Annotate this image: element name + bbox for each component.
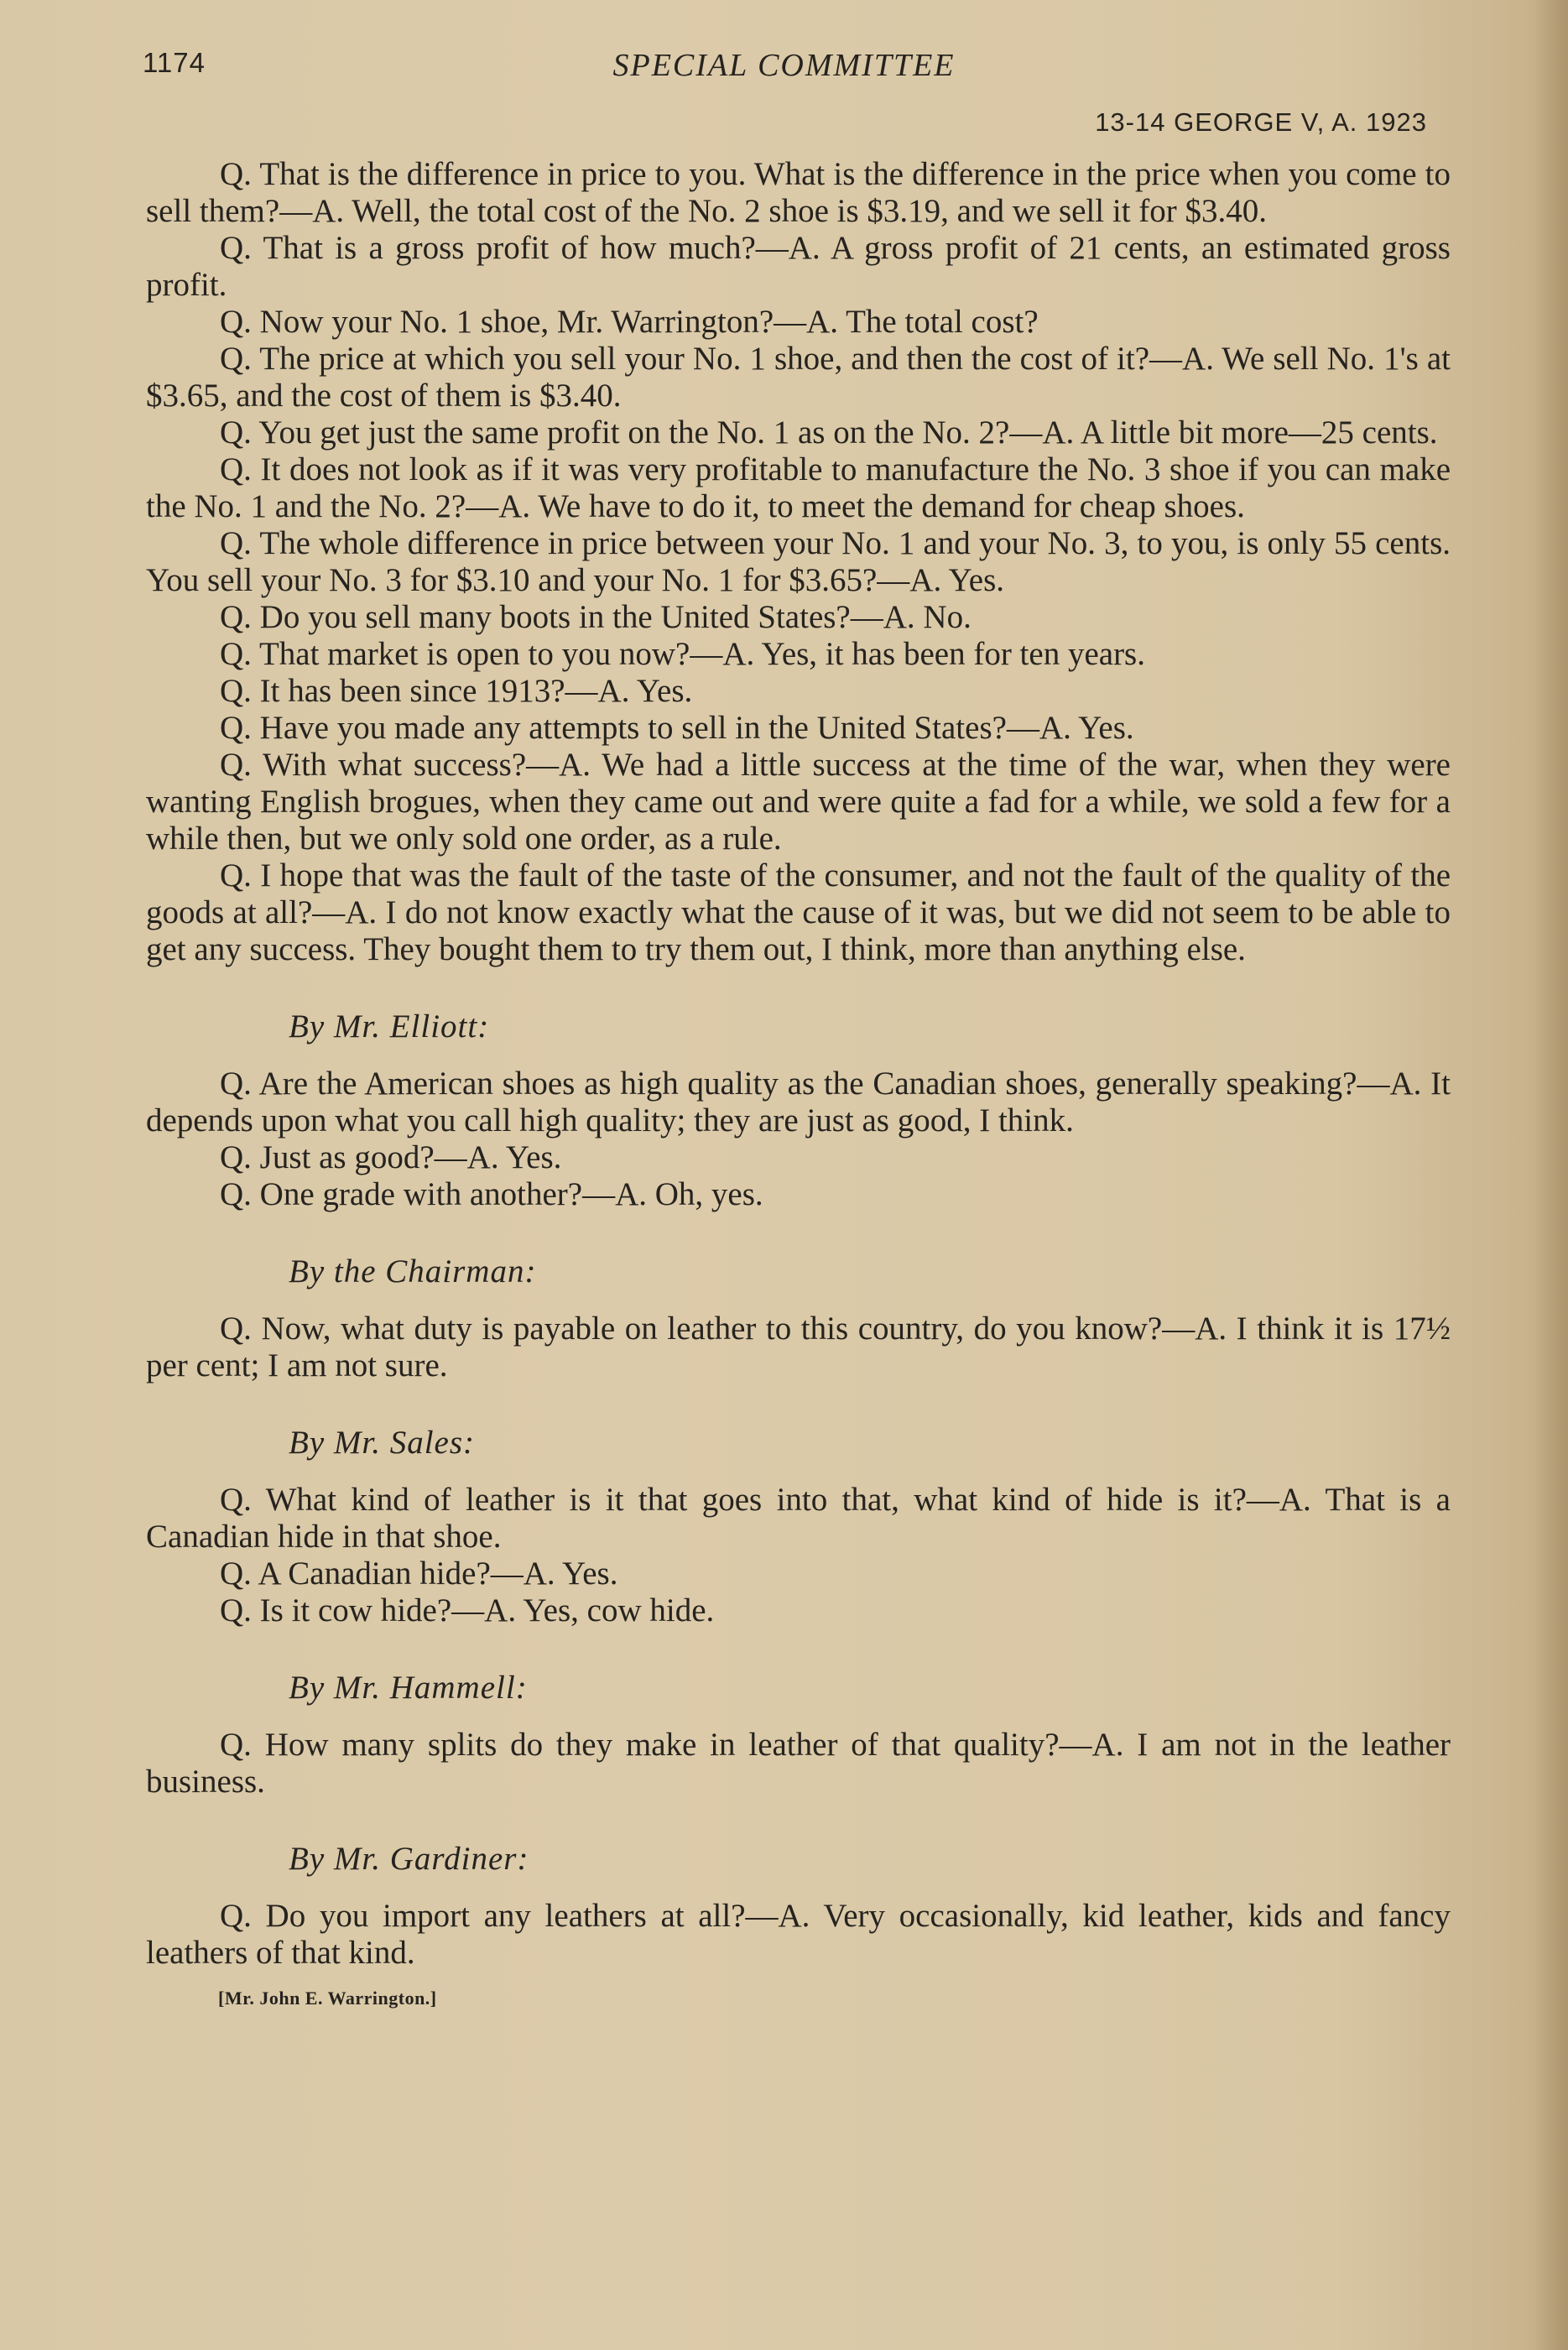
speaker-heading-hammell: By Mr. Hammell: <box>289 1670 528 1706</box>
paragraph: Q. Just as good?—A. Yes. <box>220 1139 562 1175</box>
transcript-body <box>146 156 1451 2017</box>
paragraph: Q. Is it cow hide?—A. Yes, cow hide. <box>220 1592 715 1628</box>
paragraph: Q. Do you sell many boots in the United States?—A. No. <box>220 599 972 635</box>
paragraph: Q. How many splits do they make in leather of that quality?—A. I am not in the leather business. <box>146 1727 1451 1800</box>
paragraph: Q. It does not look as if it was very profitable to manufacture the No. 3 shoe if you can make the No. 1 and the No. 2?—A. We have to do it, to meet the demand for cheap shoes. <box>146 451 1451 524</box>
paragraph: Q. Now your No. 1 shoe, Mr. Warrington?—A. The total cost? <box>220 304 1039 340</box>
paragraph: Q. It has been since 1913?—A. Yes. <box>220 673 693 709</box>
page-edge-shadow <box>1534 0 1568 2350</box>
paragraph: Q. That is the difference in price to you. What is the difference in the price when you come to sell them?—A. Well, the total cost of the No. 2 shoe is $3.19, and we sell it for $3.40. <box>146 156 1451 229</box>
paragraph: Q. Now, what duty is payable on leather to this country, do you know?—A. I think it is 17½ per cent; I am not sure. <box>146 1310 1451 1383</box>
paragraph: Q. What kind of leather is it that goes into that, what kind of hide is it?—A. That is a Canadian hide in that shoe. <box>146 1482 1451 1555</box>
session-line: 13-14 GEORGE V, A. 1923 <box>1095 107 1427 137</box>
page-header <box>0 0 1568 143</box>
running-title: SPECIAL COMMITTEE <box>612 48 956 83</box>
paragraph: Q. You get just the same profit on the No. 1 as on the No. 2?—A. A little bit more—25 cents. <box>220 414 1438 451</box>
speaker-heading-chairman: By the Chairman: <box>289 1253 537 1290</box>
paragraph: Q. Have you made any attempts to sell in the United States?—A. Yes. <box>220 710 1134 746</box>
paragraph: Q. A Canadian hide?—A. Yes. <box>220 1555 618 1592</box>
witness-footnote: [Mr. John E. Warrington.] <box>218 1988 437 2009</box>
paragraph: Q. That market is open to you now?—A. Yes, it has been for ten years. <box>220 636 1145 672</box>
paragraph: Q. One grade with another?—A. Oh, yes. <box>220 1176 763 1212</box>
paragraph: Q. The price at which you sell your No. 1 shoe, and then the cost of it?—A. We sell No. 1's at $3.65, and the cost of them is $3.40. <box>146 341 1451 414</box>
page-number: 1174 <box>143 47 206 78</box>
speaker-heading-gardiner: By Mr. Gardiner: <box>289 1841 529 1877</box>
paragraph: Q. Do you import any leathers at all?—A. Very occasionally, kid leather, kids and fancy leathers of that kind. <box>146 1898 1451 1971</box>
paragraph: Q. With what success?—A. We had a little success at the time of the war, when they were wanting English brogues, when they came out and were quite a fad for a while, we sold a few for a while then, but we only sold one order, as a rule. <box>146 747 1451 857</box>
speaker-heading-sales: By Mr. Sales: <box>289 1425 476 1461</box>
paragraph: Q. Are the American shoes as high quality as the Canadian shoes, generally speaking?—A. It depends upon what you call high quality; they are just as good, I think. <box>146 1066 1451 1139</box>
paragraph: Q. That is a gross profit of how much?—A. A gross profit of 21 cents, an estimated gross profit. <box>146 230 1451 303</box>
speaker-heading-elliott: By Mr. Elliott: <box>289 1008 490 1045</box>
paragraph: Q. The whole difference in price between your No. 1 and your No. 3, to you, is only 55 cents. You sell your No. 3 for $3.10 and your No. 1 for $3.65?—A. Yes. <box>146 525 1451 598</box>
paragraph: Q. I hope that was the fault of the taste of the consumer, and not the fault of the quality of the goods at all?—A. I do not know exactly what the cause of it was, but we did not seem to be able to get any success. They bought them to try them out, I think, more than anything else. <box>146 857 1451 967</box>
